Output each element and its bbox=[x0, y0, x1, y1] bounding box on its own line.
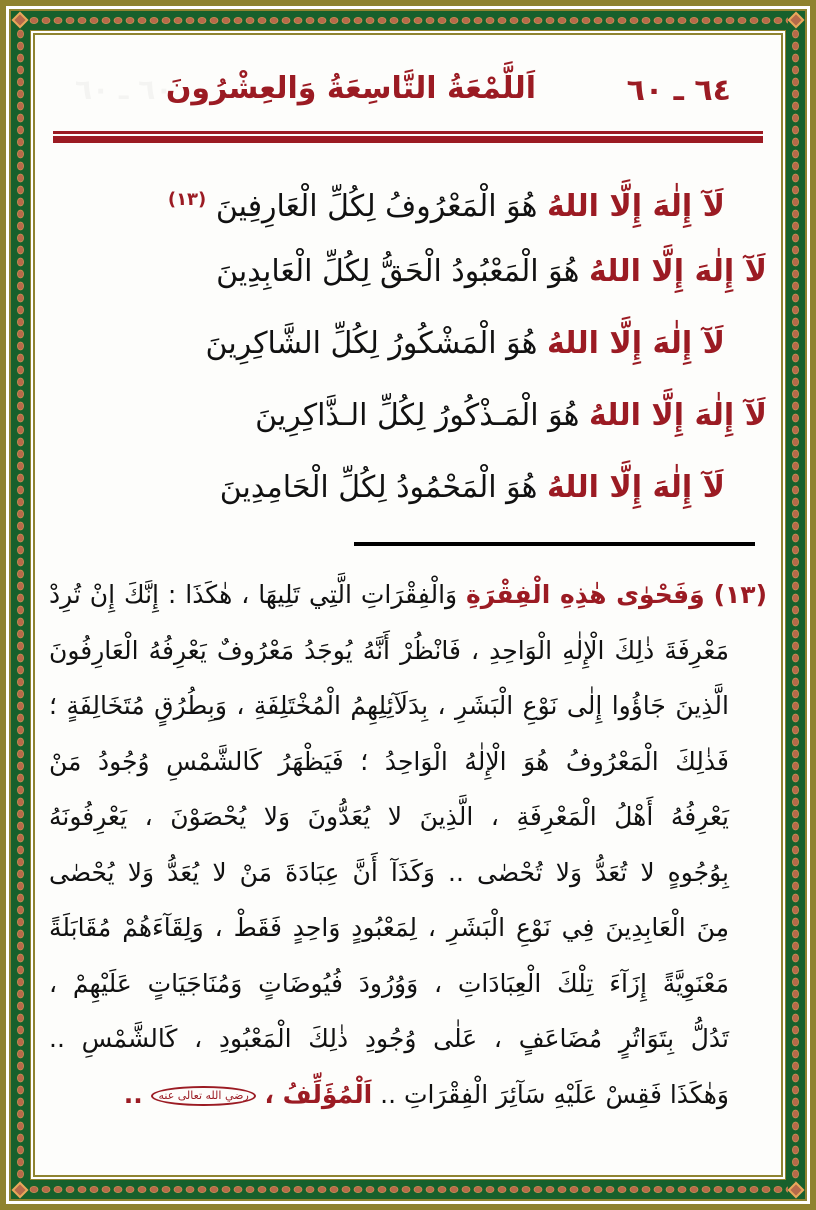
footnote-heading: وَفَحْوٰى هٰذِهِ الْفِقْرَةِ bbox=[466, 580, 705, 609]
footnote-text: وَالْفِقْرَاتِ الَّتِي تَلِيهَا ، هٰكَذَا : إِنَّكَ إِنْ تُرِدْ bbox=[49, 580, 467, 609]
running-header bbox=[35, 73, 781, 113]
verse-text: هُوَ الْمَـذْكُورُ لِكُلِّ الـذَّاكِرِينَ bbox=[255, 398, 589, 433]
footnote-line: فَذٰلِكَ الْمَعْرُوفُ هُوَ الْإِلٰهُ الْوَاحِدُ ؛ فَيَظْهَرُ كَالشَّمْسِ وُجُودُ مَنْ bbox=[49, 746, 729, 776]
tahlil-phrase: لَآ إِلٰهَ إِلَّا اللهُ bbox=[546, 189, 725, 224]
ending-dots: .. bbox=[123, 1079, 152, 1109]
ghost-page-range: ٦٠ ـ ٦٠ bbox=[75, 73, 173, 106]
page-content bbox=[35, 35, 781, 1175]
ornament-chain-bottom bbox=[28, 1184, 788, 1195]
header-rule-thin bbox=[53, 131, 763, 134]
tahlil-phrase: لَآ إِلٰهَ إِلَّا اللهُ bbox=[588, 398, 767, 433]
ornament-chain-left bbox=[15, 28, 26, 1182]
footnote-separator bbox=[354, 542, 755, 546]
footnote-line: مَعْرِفَةَ ذٰلِكَ الْإِلٰهِ الْوَاحِدِ ، فَانْظُرْ أَنَّهُ يُوجَدُ مَعْرُوفٌ يَعْرِفُهُ الْعَارِفُونَ bbox=[49, 635, 729, 665]
footnote-line: تَدُلُّ بِتَوَاتُرٍ مُضَاعَفٍ ، عَلٰى وُجُودِ ذٰلِكَ الْمَعْبُودِ ، كَالشَّمْسِ .. bbox=[49, 1024, 729, 1053]
author-label: اَلْمُؤَلِّفُ bbox=[282, 1079, 373, 1109]
verse-line bbox=[49, 386, 767, 458]
author-separator: ، bbox=[255, 1079, 283, 1109]
page-range: ٦٤ ـ ٦٠ bbox=[626, 73, 731, 108]
verse-text: هُوَ الْمَعْبُودُ الْحَقُّ لِكُلِّ الْعَابِدِينَ bbox=[216, 254, 589, 289]
ornament-chain-top bbox=[28, 15, 788, 26]
footnote-marker[interactable]: (١٣) bbox=[167, 189, 207, 210]
footnote-line: مَعْنَوِيَّةً إِزَآءَ تِلْكَ الْعِبَادَاتِ ، وَوُرُودَ فُيُوضَاتٍ وَمُنَاجَيَاتٍ عَلَيْهِمْ ، bbox=[49, 968, 729, 998]
footnote-text: وَهٰكَذَا فَقِسْ عَلَيْهِ سَآئِرَ الْفِقْرَاتِ .. bbox=[372, 1079, 729, 1109]
verse-text: هُوَ الْمَعْرُوفُ لِكُلِّ الْعَارِفِينَ bbox=[215, 189, 547, 224]
chapter-title: اَللَّمْعَةُ التَّاسِعَةُ وَالعِشْرُونَ bbox=[165, 71, 536, 106]
footnote-line bbox=[49, 570, 767, 626]
footnote-line: الَّذِينَ جَاؤُوا إِلٰى نَوْعِ الْبَشَرِ ، بِدَلَآئِلِهِمُ الْمُخْتَلِفَةِ ، وَبِطُرُقٍ مُتَخَالِفَةٍ ؛ bbox=[49, 691, 729, 720]
verse-list bbox=[49, 170, 767, 530]
ornament-chain-right bbox=[790, 28, 801, 1182]
tahlil-phrase: لَآ إِلٰهَ إِلَّا اللهُ bbox=[546, 470, 725, 505]
verse-line bbox=[49, 170, 767, 242]
verse-text: هُوَ الْمَشْكُورُ لِكُلِّ الشَّاكِرِينَ bbox=[205, 326, 547, 361]
footnote-line: مِنَ الْعَابِدِينَ فِي نَوْعِ الْبَشَرِ ، لِمَعْبُودٍ وَاحِدٍ فَقَطْ ، وَلِقَآءَهُمْ مُقَابَلَةً bbox=[49, 913, 729, 942]
footnote-number: (١٣) bbox=[713, 580, 767, 609]
footnote-line: بِوُجُوهٍ لا تُعَدُّ وَلا تُحْصٰى .. وَكَذَآ أَنَّ عِبَادَةَ مَنْ لا يُعَدُّ وَلا يُحْصٰى bbox=[49, 857, 729, 887]
footnote-line: يَعْرِفُهُ أَهْلُ الْمَعْرِفَةِ ، الَّذِينَ لا يُعَدُّونَ وَلا يُحْصَوْنَ ، يَعْرِفُونَهُ bbox=[49, 802, 729, 831]
verse-text: هُوَ الْمَحْمُودُ لِكُلِّ الْحَامِدِينَ bbox=[219, 470, 547, 505]
footnote bbox=[49, 570, 767, 1125]
tahlil-phrase: لَآ إِلٰهَ إِلَّا اللهُ bbox=[588, 254, 767, 289]
header-rule-thick bbox=[53, 136, 763, 143]
verse-line bbox=[49, 314, 767, 386]
tahlil-phrase: لَآ إِلٰهَ إِلَّا اللهُ bbox=[546, 326, 725, 361]
honorific-seal-icon: رضي الله تعالى عنه bbox=[151, 1086, 255, 1106]
footnote-line bbox=[49, 1070, 767, 1126]
verse-line bbox=[49, 242, 767, 314]
verse-line bbox=[49, 458, 767, 530]
